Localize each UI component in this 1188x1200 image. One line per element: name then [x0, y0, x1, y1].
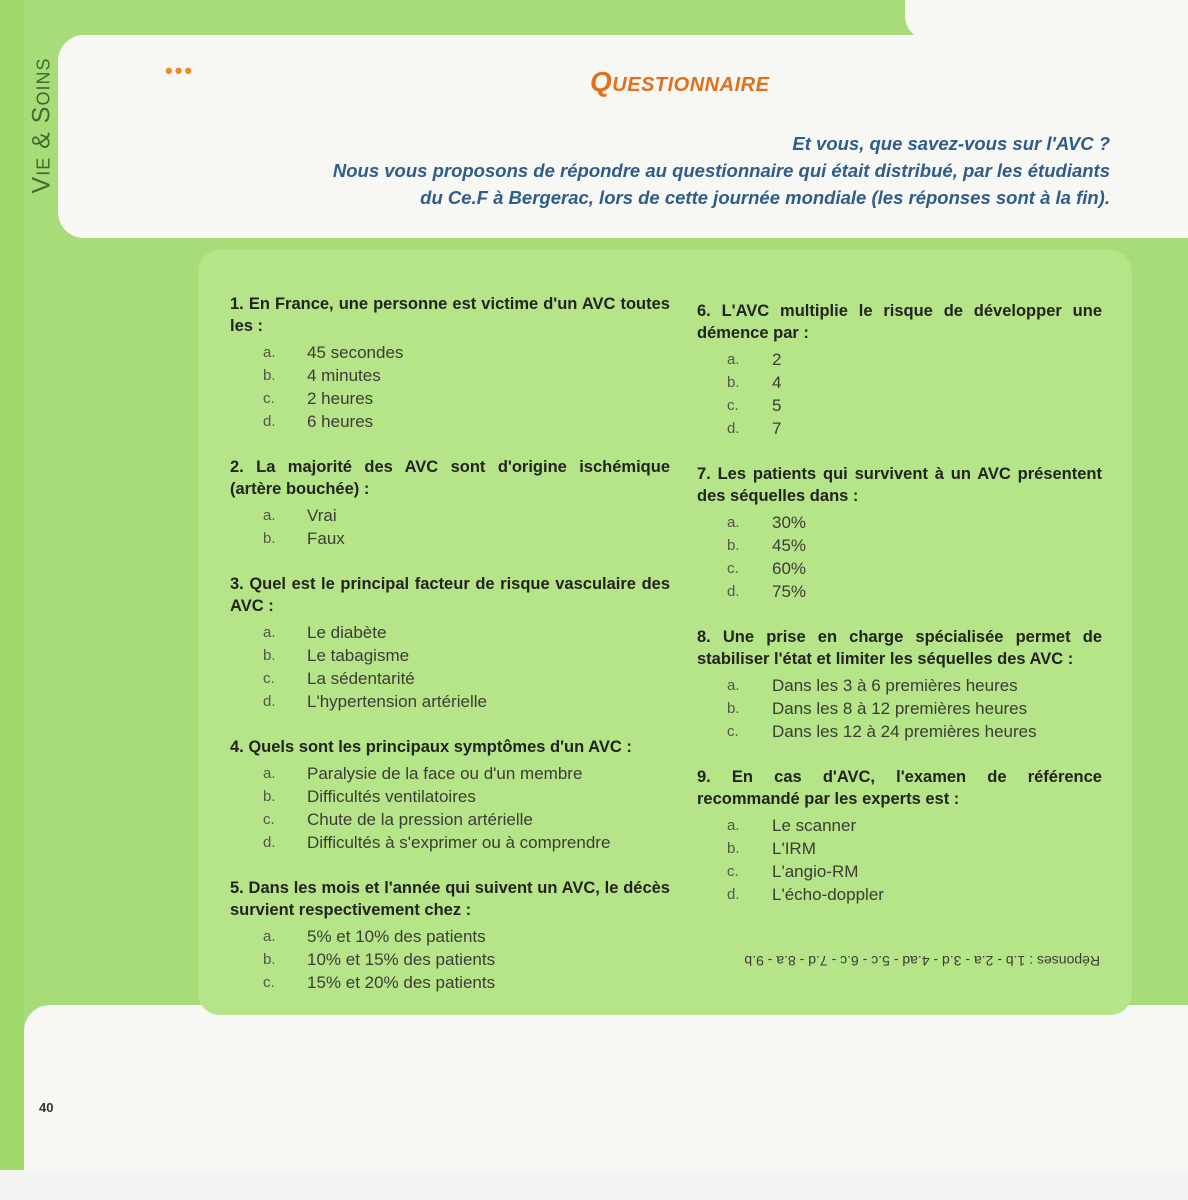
answer-text: L'angio-RM	[772, 862, 859, 881]
answer-text: 10% et 15% des patients	[307, 950, 496, 969]
answer-letter: a.	[263, 507, 276, 524]
answer-text: Le scanner	[772, 816, 857, 835]
question-text: 9. En cas d'AVC, l'examen de référence recommandé par les experts est :	[697, 768, 1102, 808]
answer-text: Dans les 12 à 24 premières heures	[772, 722, 1037, 741]
top-right-corner-panel	[905, 0, 1188, 40]
answer-list	[230, 341, 670, 433]
answer-option	[230, 621, 670, 644]
answer-letter: a.	[263, 928, 276, 945]
answer-option	[230, 504, 670, 527]
answer-option	[697, 837, 1102, 860]
answer-letter: c.	[263, 974, 275, 991]
question-block	[230, 293, 670, 433]
answer-letter: b.	[727, 537, 740, 554]
answer-option	[230, 925, 670, 948]
answer-option	[697, 697, 1102, 720]
question-block	[230, 736, 670, 854]
answer-list	[697, 348, 1102, 440]
answer-letter: d.	[263, 693, 276, 710]
answer-option	[697, 674, 1102, 697]
answer-option	[230, 527, 670, 550]
answer-list	[230, 925, 670, 994]
question-block	[697, 766, 1102, 906]
answer-option	[230, 364, 670, 387]
question-block	[230, 877, 670, 994]
intro-text	[250, 130, 1110, 211]
answer-letter: a.	[727, 817, 740, 834]
answer-option	[697, 394, 1102, 417]
answer-option	[230, 387, 670, 410]
question-text: 7. Les patients qui survivent à un AVC présentent des séquelles dans :	[697, 465, 1102, 505]
answer-text: 45%	[772, 536, 807, 555]
answer-option	[230, 831, 670, 854]
question-text: 2. La majorité des AVC sont d'origine ischémique (artère bouchée) :	[230, 458, 670, 498]
answer-text: Paralysie de la face ou d'un membre	[307, 764, 583, 783]
question-text: 3. Quel est le principal facteur de risque vasculaire des AVC :	[230, 575, 670, 615]
answer-text: 2	[772, 350, 782, 369]
question-block	[230, 456, 670, 550]
answer-list	[697, 511, 1102, 603]
answer-text: Chute de la pression artérielle	[307, 810, 533, 829]
answer-list	[697, 674, 1102, 743]
answer-list	[230, 504, 670, 550]
answer-text: 7	[772, 419, 782, 438]
answer-letter: d.	[727, 886, 740, 903]
answer-option	[230, 948, 670, 971]
answer-letter: b.	[727, 700, 740, 717]
answer-letter: b.	[263, 951, 276, 968]
answer-letter: b.	[727, 374, 740, 391]
answer-text: 6 heures	[307, 412, 374, 431]
answer-text: L'IRM	[772, 839, 816, 858]
answer-option	[230, 341, 670, 364]
answer-option	[697, 580, 1102, 603]
answer-text: 4 minutes	[307, 366, 381, 385]
decorative-dots: •••	[165, 58, 195, 83]
page-title: Questionnaire	[590, 66, 770, 97]
answer-text: Dans les 8 à 12 premières heures	[772, 699, 1028, 718]
question-text: 8. Une prise en charge spécialisée permet de stabiliser l'état et limiter les séquelles des AVC :	[697, 628, 1102, 668]
answer-option	[697, 417, 1102, 440]
answer-option	[230, 785, 670, 808]
answer-option	[230, 667, 670, 690]
answer-letter: c.	[727, 863, 739, 880]
questions-left-column	[230, 293, 670, 1017]
answer-text: Le diabète	[307, 623, 387, 642]
answer-option	[230, 410, 670, 433]
questions-right-column	[697, 300, 1102, 929]
section-side-title	[24, 30, 60, 220]
answer-text: 45 secondes	[307, 343, 404, 362]
bottom-panel	[24, 1005, 1188, 1170]
answer-text: 30%	[772, 513, 807, 532]
answer-letter: d.	[263, 413, 276, 430]
answer-text: Dans les 3 à 6 premières heures	[772, 676, 1018, 695]
answer-list	[230, 621, 670, 713]
answer-option	[697, 511, 1102, 534]
question-block	[697, 300, 1102, 440]
answer-letter: c.	[727, 397, 739, 414]
answer-letter: c.	[727, 723, 739, 740]
answer-option	[230, 808, 670, 831]
answer-letter: a.	[727, 677, 740, 694]
answer-text: 2 heures	[307, 389, 374, 408]
answer-text: 5	[772, 396, 782, 415]
intro-line: Et vous, que savez-vous sur l'AVC ?	[792, 133, 1110, 154]
answer-letter: c.	[263, 670, 275, 687]
answer-option	[697, 371, 1102, 394]
answer-text: L'hypertension artérielle	[307, 692, 487, 711]
answer-letter: d.	[727, 420, 740, 437]
answer-letter: c.	[263, 390, 275, 407]
answer-option	[697, 814, 1102, 837]
answer-text: 4	[772, 373, 782, 392]
intro-line: Nous vous proposons de répondre au questionnaire qui était distribué, par les étudiants	[332, 160, 1110, 181]
answer-option	[697, 883, 1102, 906]
answer-text: Difficultés à s'exprimer ou à comprendre	[307, 833, 611, 852]
left-margin-strip	[0, 0, 24, 1170]
answer-letter: a.	[263, 344, 276, 361]
answer-option	[230, 644, 670, 667]
question-text: 1. En France, une personne est victime d'un AVC toutes les :	[230, 295, 670, 335]
answer-text: La sédentarité	[307, 669, 415, 688]
question-text: 6. L'AVC multiplie le risque de développer une démence par :	[697, 302, 1102, 342]
answer-text: 60%	[772, 559, 807, 578]
answer-text: Vrai	[307, 506, 337, 525]
answer-text: Le tabagisme	[307, 646, 410, 665]
page-number: 40	[39, 1100, 54, 1115]
answer-text: 5% et 10% des patients	[307, 927, 486, 946]
answer-option	[697, 534, 1102, 557]
answer-list	[697, 814, 1102, 906]
answer-letter: a.	[727, 514, 740, 531]
question-block	[697, 626, 1102, 743]
answer-letter: a.	[263, 624, 276, 641]
answers-key: Réponses : 1.b - 2.a - 3.d - 4.ad - 5.c - 6.c - 7.d - 8.a - 9.b	[744, 953, 1100, 969]
answer-letter: a.	[263, 765, 276, 782]
answer-text: Difficultés ventilatoires	[307, 787, 476, 806]
answer-text: 15% et 20% des patients	[307, 973, 496, 992]
answer-option	[697, 720, 1102, 743]
section-title-text: Vie & Soins	[27, 57, 56, 193]
answer-letter: c.	[727, 560, 739, 577]
answer-option	[230, 971, 670, 994]
answer-letter: a.	[727, 351, 740, 368]
answer-letter: c.	[263, 811, 275, 828]
answer-list	[230, 762, 670, 854]
answer-text: L'écho-doppler	[772, 885, 884, 904]
answer-text: 75%	[772, 582, 807, 601]
intro-line: du Ce.F à Bergerac, lors de cette journée mondiale (les réponses sont à la fin).	[420, 187, 1110, 208]
answer-option	[230, 690, 670, 713]
question-block	[230, 573, 670, 713]
answer-option	[697, 860, 1102, 883]
answer-letter: d.	[727, 583, 740, 600]
answer-letter: b.	[263, 647, 276, 664]
answer-text: Faux	[307, 529, 345, 548]
question-text: 4. Quels sont les principaux symptômes d'un AVC :	[230, 738, 632, 756]
answer-letter: b.	[727, 840, 740, 857]
question-block	[697, 463, 1102, 603]
answer-letter: b.	[263, 788, 276, 805]
answer-option	[697, 348, 1102, 371]
answer-letter: b.	[263, 367, 276, 384]
answer-letter: b.	[263, 530, 276, 547]
answer-letter: d.	[263, 834, 276, 851]
answer-option	[697, 557, 1102, 580]
question-text: 5. Dans les mois et l'année qui suivent un AVC, le décès survient respectivement chez :	[230, 879, 670, 919]
answer-option	[230, 762, 670, 785]
